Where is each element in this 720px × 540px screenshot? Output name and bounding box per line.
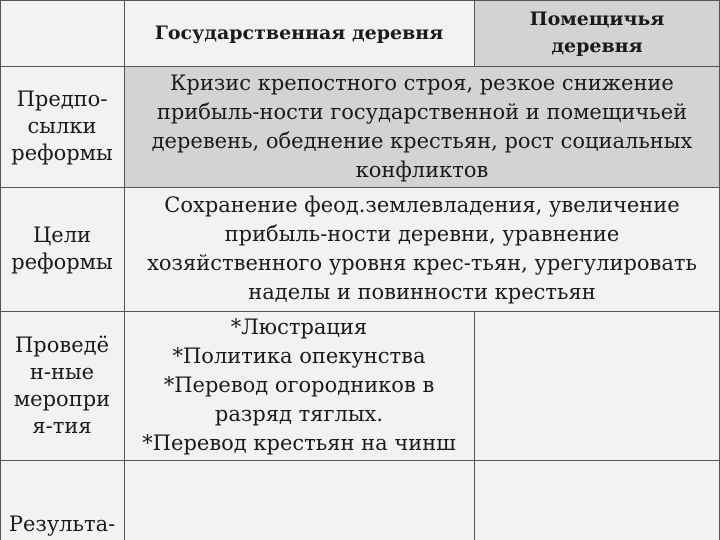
grid-line: [124, 0, 125, 540]
header-corner-cell: [0, 0, 124, 66]
content-line: Кризис крепостного строя, резкое снижение: [170, 70, 674, 95]
content-line: хозяйственного уровня крес-тьян, урегулировать: [147, 251, 697, 275]
row-label-measures: [0, 311, 124, 460]
row-label-line: Цели: [32, 223, 92, 247]
grid-line: [0, 0, 720, 1]
content-line: конфликтов: [355, 157, 489, 182]
content-line: *Политика опекунства: [172, 344, 426, 368]
header-landlord-village-line: Помещичья: [529, 8, 665, 30]
content-line: наделы и повинности крестьян: [248, 280, 596, 304]
row-label-line: реформы: [11, 141, 113, 165]
row-label-line: н-ные: [29, 359, 95, 384]
row-label-goals: [0, 187, 124, 311]
content-line: разряд тяглых.: [214, 402, 384, 426]
grid-line: [0, 0, 1, 540]
row-label-line: я-тия: [32, 413, 92, 438]
grid-line: [0, 311, 720, 312]
header-state-village-label: Государственная деревня: [154, 21, 444, 44]
row-content-measures-landlord: [474, 311, 720, 460]
content-line: Сохранение феод.землевладения, увеличение: [164, 193, 680, 217]
row-label-line: Результа-: [8, 512, 116, 536]
row-label-prerequisites: [0, 66, 124, 187]
row-label-results: [0, 460, 124, 540]
row-label-line: Проведё: [14, 332, 109, 357]
header-landlord-village-line: деревня: [551, 35, 643, 57]
grid-line: [474, 311, 475, 540]
content-line: прибыль-ности государственной и помещичьей: [156, 99, 688, 124]
row-label-line: сылки: [27, 114, 97, 138]
row-content-results-landlord: [474, 460, 720, 540]
content-line: деревень, обеднение крестьян, рост социальных: [151, 128, 693, 153]
grid-line: [0, 66, 720, 67]
row-label-line: меропри: [13, 386, 111, 411]
content-line: *Перевод огородников в: [163, 373, 435, 397]
grid-line: [0, 187, 720, 188]
row-content-goals: [124, 187, 720, 311]
content-line: прибыль-ности деревни, уравнение: [224, 222, 620, 246]
row-label-line: реформы: [11, 250, 113, 274]
grid-line: [0, 460, 720, 461]
row-label-line: Предпо-: [16, 87, 108, 111]
content-line: *Перевод крестьян на чинш: [142, 431, 456, 455]
row-content-results-state: [124, 460, 474, 540]
grid-line: [474, 0, 475, 66]
row-content-prerequisites: [124, 66, 720, 187]
row-content-measures-state: [124, 311, 474, 460]
header-state-village: [124, 0, 474, 66]
content-line: *Люстрация: [230, 315, 368, 339]
header-landlord-village: [474, 0, 720, 66]
